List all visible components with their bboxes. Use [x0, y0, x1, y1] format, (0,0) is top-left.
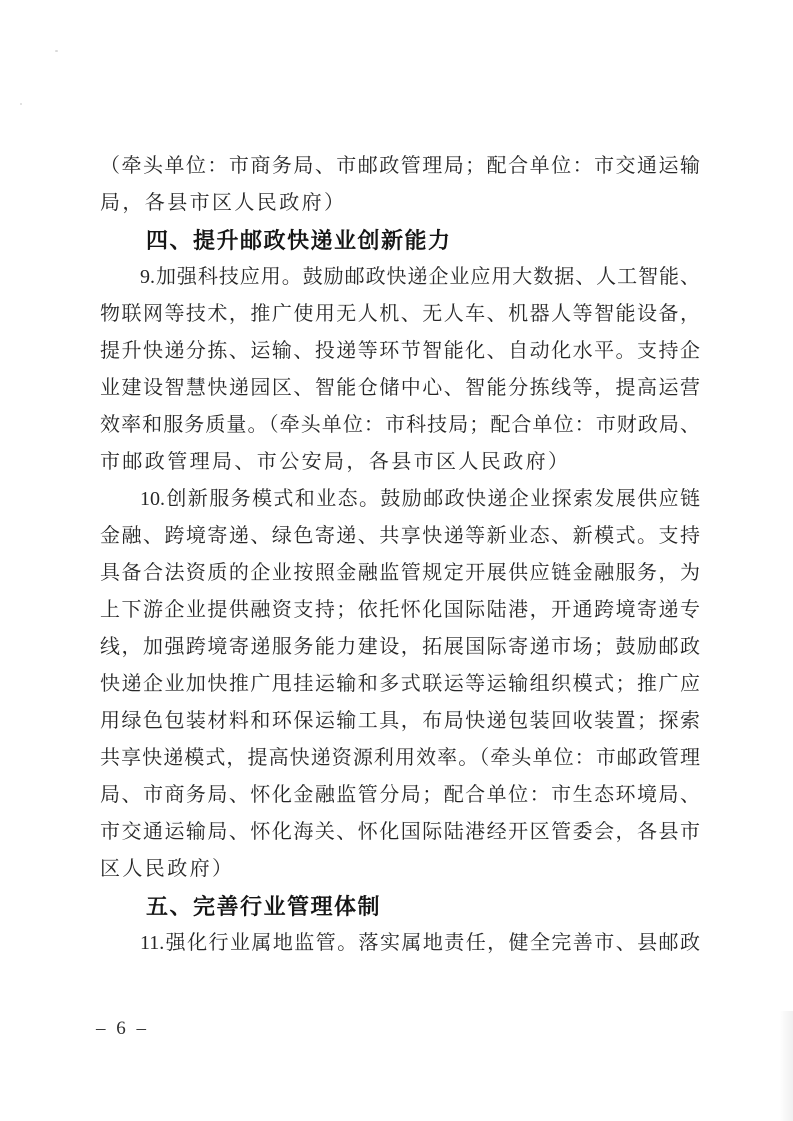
scan-artifact-speck — [20, 103, 22, 105]
text-line: 9.加强科技应用。鼓励邮政快递企业应用大数据、人工智能、 — [140, 266, 700, 288]
text-line: 市交通运输局、怀化海关、怀化国际陆港经开区管委会，各县市 — [100, 821, 700, 843]
text-line: 金融、跨境寄递、绿色寄递、共享快递等新业态、新模式。支持 — [100, 525, 700, 547]
text-line: 上下游企业提供融资支持；依托怀化国际陆港，开通跨境寄递专 — [100, 599, 700, 621]
text-line: 11.强化行业属地监管。落实属地责任，健全完善市、县邮政 — [140, 932, 700, 954]
text-line: 效率和服务质量。（牵头单位：市科技局；配合单位：市财政局、 — [100, 414, 700, 436]
text-line: 提升快递分拣、运输、投递等环节智能化、自动化水平。支持企 — [100, 340, 700, 362]
text-line: 线，加强跨境寄递服务能力建设，拓展国际寄递市场；鼓励邮政 — [100, 636, 700, 658]
text-line: 局、市商务局、怀化金融监管分局；配合单位：市生态环境局、 — [100, 784, 700, 806]
section-heading: 五、完善行业管理体制 — [146, 894, 382, 919]
text-line: 10.创新服务模式和业态。鼓励邮政快递企业探索发展供应链 — [140, 488, 700, 510]
text-line: 具备合法资质的企业按照金融监管规定开展供应链金融服务，为 — [100, 562, 700, 584]
text-line: 快递企业加快推广甩挂运输和多式联运等运输组织模式；推广应 — [100, 673, 700, 695]
document-text-block — [100, 148, 700, 962]
text-line: 共享快递模式，提高快递资源利用效率。（牵头单位：市邮政管理 — [100, 747, 700, 769]
text-line: 业建设智慧快递园区、智能仓储中心、智能分拣线等，提高运营 — [100, 377, 700, 399]
text-line: 局，各县市区人民政府） — [100, 192, 347, 214]
text-line: 区人民政府） — [100, 858, 235, 880]
scan-artifact-speck — [55, 50, 58, 52]
text-line: 用绿色包装材料和环保运输工具，布局快递包装回收装置；探索 — [100, 710, 700, 732]
scan-edge-shadow — [779, 1011, 793, 1121]
page-number: – 6 – — [96, 1018, 149, 1039]
text-line: （牵头单位：市商务局、市邮政管理局；配合单位：市交通运输 — [100, 155, 700, 177]
text-line: 市邮政管理局、市公安局，各县市区人民政府） — [100, 451, 571, 473]
section-heading: 四、提升邮政快递业创新能力 — [146, 228, 452, 253]
text-line: 物联网等技术，推广使用无人机、无人车、机器人等智能设备， — [100, 303, 700, 325]
